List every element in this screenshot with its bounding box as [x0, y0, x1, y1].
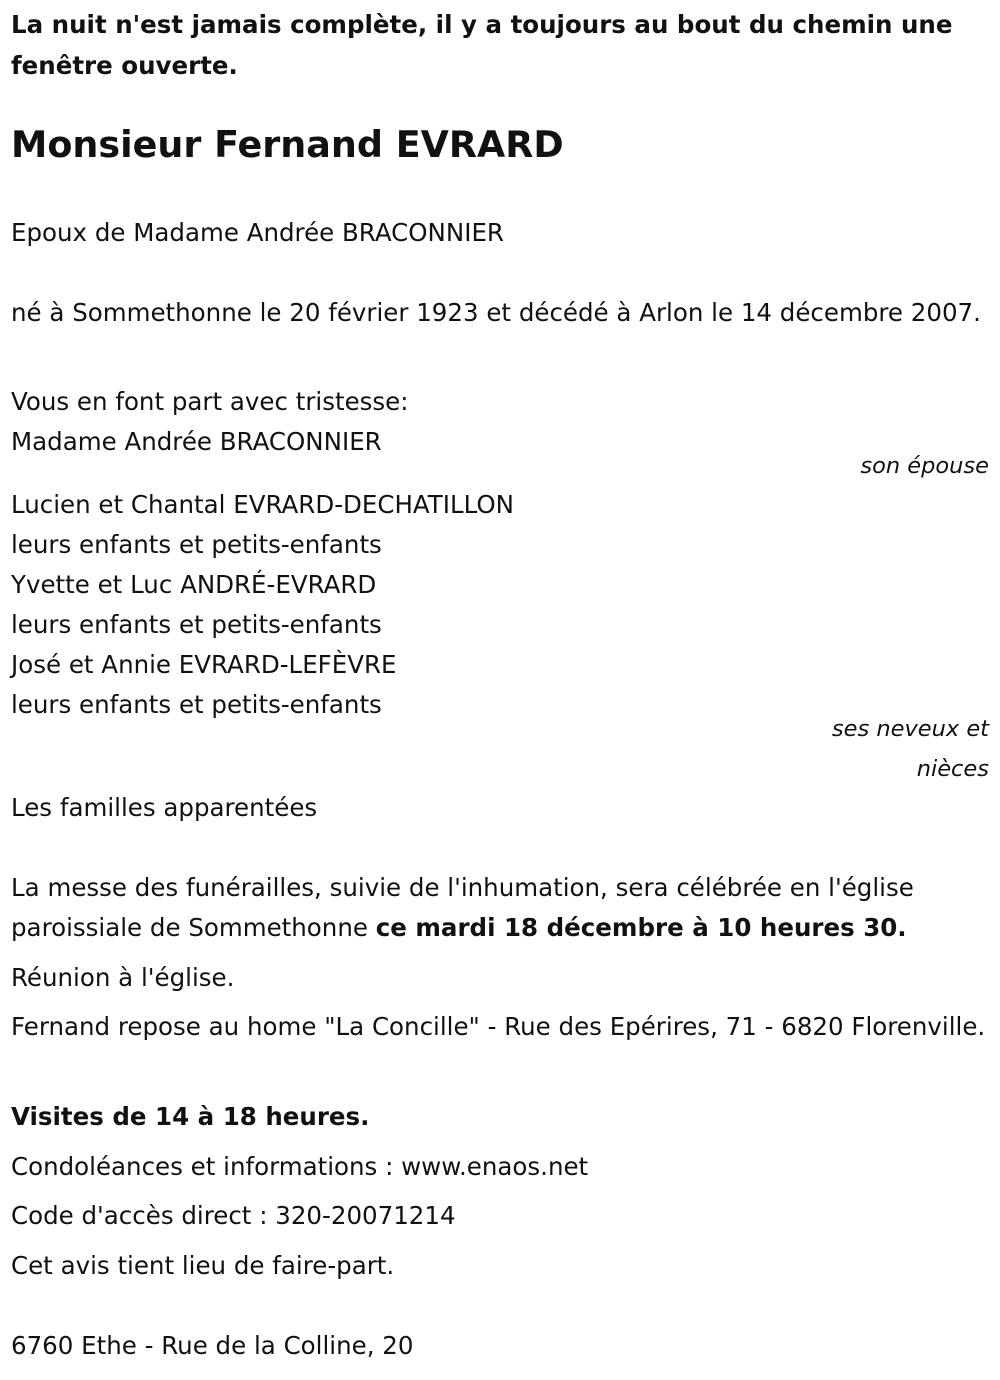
birth-death-line: né à Sommethonne le 20 février 1923 et décédé à Arlon le 14 décembre 2007.: [11, 298, 981, 327]
family-member: leurs enfants et petits-enfants: [11, 690, 382, 719]
family-member: leurs enfants et petits-enfants: [11, 610, 382, 639]
family-member: Lucien et Chantal EVRARD-DECHATILLON: [11, 490, 514, 519]
deceased-name: Monsieur Fernand EVRARD: [11, 123, 564, 166]
funeral-paragraph: [11, 868, 986, 948]
spouse-line: Epoux de Madame Andrée BRACONNIER: [11, 218, 504, 247]
announcement-intro: Vous en font part avec tristesse:: [11, 387, 409, 416]
visits-line: Visites de 14 à 18 heures.: [11, 1102, 370, 1131]
epigraph-quote: La nuit n'est jamais complète, il y a toujours au bout du chemin une fenêtre ouverte.: [11, 10, 953, 80]
condolences-line: Condoléances et informations : www.enaos.net: [11, 1152, 589, 1181]
family-member: leurs enfants et petits-enfants: [11, 530, 382, 559]
access-code-line: Code d'accès direct : 320-20071214: [11, 1201, 456, 1230]
relatives-line: Les familles apparentées: [11, 793, 318, 822]
members-role-line1: ses neveux et: [831, 716, 989, 742]
members-role-line2: nièces: [916, 756, 989, 782]
meeting-line: Réunion à l'église.: [11, 963, 235, 992]
spouse-role: son épouse: [860, 453, 989, 479]
family-member: Yvette et Luc ANDRÉ-EVRARD: [11, 570, 377, 599]
address-line: 6760 Ethe - Rue de la Colline, 20: [11, 1331, 414, 1360]
funeral-date: ce mardi 18 décembre à 10 heures 30.: [375, 913, 907, 942]
family-member: José et Annie EVRARD-LEFÈVRE: [11, 650, 397, 679]
rest-place-line: Fernand repose au home "La Concille" - Rue des Epérires, 71 - 6820 Florenville.: [11, 1012, 986, 1041]
spouse-name: Madame Andrée BRACONNIER: [11, 427, 382, 456]
notice-line: Cet avis tient lieu de faire-part.: [11, 1251, 395, 1280]
funeral-text: La messe des funérailles, suivie de l'inhumation, sera célébrée en l'église paroissiale de Sommethonne: [11, 873, 914, 942]
